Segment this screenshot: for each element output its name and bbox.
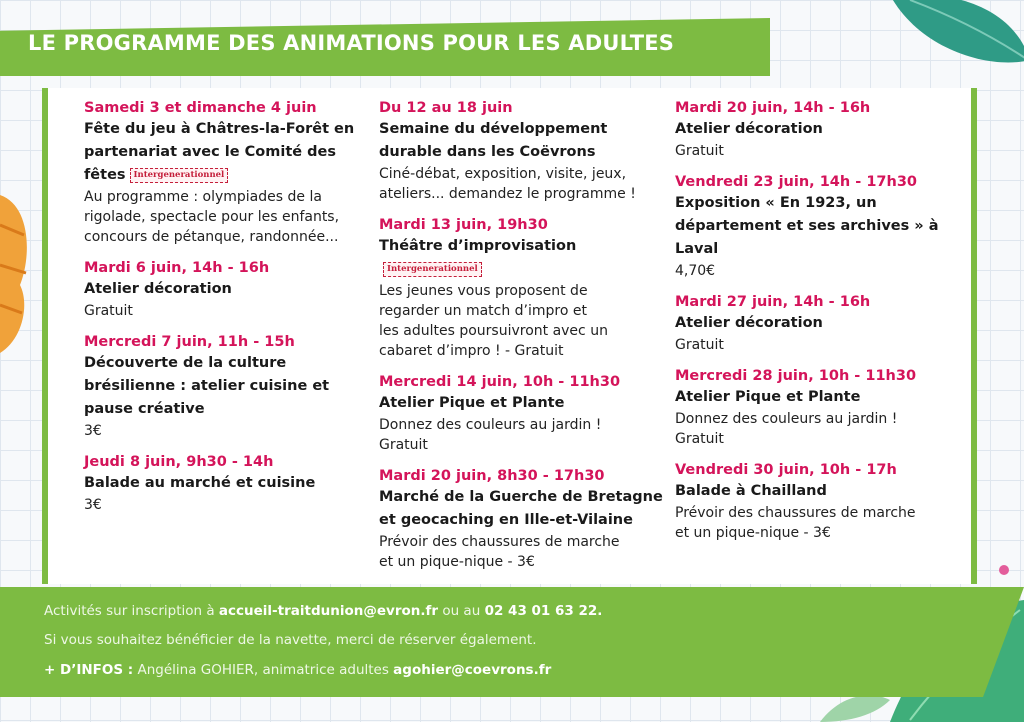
croissant-icon (0, 195, 32, 355)
event-description-line: rigolade, spectacle pour les enfants, (84, 209, 340, 225)
event-item (675, 292, 960, 355)
program-column-2 (379, 98, 664, 583)
event-item (379, 372, 664, 455)
event-title-line: Atelier décoration (84, 281, 232, 297)
event-title-line: durable dans les Coëvrons (379, 144, 596, 160)
event-title-line: et geocaching en Ille-et-Vilaine (379, 512, 633, 528)
footer-line-contact: + D’INFOS : Angélina GOHIER, animatrice adultes agohier@coevrons.fr (44, 662, 552, 678)
event-description-line: concours de pétanque, randonnée... (84, 229, 339, 245)
event-date: Vendredi 23 juin, 14h - 17h30 (675, 174, 918, 190)
event-item (675, 460, 960, 543)
event-title-line: Atelier Pique et Plante (675, 389, 861, 405)
event-title-line: département et ses archives » à (675, 218, 939, 234)
event-item (84, 258, 364, 321)
event-description-line: Les jeunes vous proposent de (379, 283, 588, 299)
event-description-line: cabaret d’impro ! - Gratuit (379, 343, 564, 359)
registration-email-link[interactable]: accueil-traitdunion@evron.fr (218, 603, 439, 619)
event-item (379, 98, 664, 204)
event-description-line: les adultes poursuivront avec un (379, 323, 608, 339)
event-title-line: brésilienne : atelier cuisine et (84, 378, 330, 394)
event-description-line: Gratuit (675, 431, 724, 447)
event-item (379, 215, 664, 361)
event-date: Vendredi 30 juin, 10h - 17h (675, 462, 897, 478)
event-description-line: 3€ (84, 423, 102, 439)
event-description-line: Donnez des couleurs au jardin ! (675, 411, 898, 427)
event-item (675, 98, 960, 161)
event-item (84, 98, 364, 247)
program-card (42, 88, 977, 584)
event-title-line: fêtes Intergenerationnel (84, 164, 364, 187)
intergenerational-stamp: Intergenerationnel (383, 262, 482, 277)
event-title-line: pause créative (84, 401, 205, 417)
event-description-line: Donnez des couleurs au jardin ! (379, 417, 602, 433)
event-date: Mercredi 14 juin, 10h - 11h30 (379, 374, 621, 390)
event-title-line: Atelier décoration (675, 315, 823, 331)
footer-line-shuttle: Si vous souhaitez bénéficier de la navette, merci de réserver également. (44, 632, 537, 648)
event-title-line: Théâtre d’improvisationIntergenerationnel (379, 235, 664, 281)
event-title-line: Atelier décoration (675, 121, 823, 137)
event-date: Mercredi 7 juin, 11h - 15h (84, 334, 295, 350)
event-item (675, 172, 960, 281)
event-description-line: Au programme : olympiades de la (84, 189, 322, 205)
event-date: Mardi 27 juin, 14h - 16h (675, 294, 871, 310)
leaf-top-right-icon (880, 0, 1024, 100)
event-item (84, 452, 364, 515)
event-title-line: Exposition « En 1923, un (675, 195, 877, 211)
event-title-line: Semaine du développement (379, 121, 608, 137)
event-title-line: Marché de la Guerche de Bretagne (379, 489, 663, 505)
event-date: Mercredi 28 juin, 10h - 11h30 (675, 368, 917, 384)
event-date: Jeudi 8 juin, 9h30 - 14h (84, 454, 274, 470)
registration-phone: 02 43 01 63 22. (484, 603, 603, 619)
event-item (675, 366, 960, 449)
event-title-line: Fête du jeu à Châtres-la-Forêt en (84, 121, 355, 137)
event-description-line: Gratuit (84, 303, 133, 319)
event-date: Mardi 6 juin, 14h - 16h (84, 260, 270, 276)
event-description-line: 3€ (84, 497, 102, 513)
program-column-1 (84, 98, 364, 526)
event-title-line: Atelier Pique et Plante (379, 395, 565, 411)
event-date: Du 12 au 18 juin (379, 100, 513, 116)
event-title-line: Laval (675, 241, 719, 257)
event-description-line: Prévoir des chaussures de marche (379, 534, 620, 550)
event-description-line: 4,70€ (675, 263, 716, 279)
event-description-line: Ciné-débat, exposition, visite, jeux, (379, 166, 627, 182)
event-title-line: Découverte de la culture (84, 355, 287, 371)
event-item (84, 332, 364, 441)
contact-email-link[interactable]: agohier@coevrons.fr (393, 662, 552, 678)
page-title: LE PROGRAMME DES ANIMATIONS POUR LES ADULTES (28, 31, 675, 55)
event-title-line: Balade au marché et cuisine (84, 475, 316, 491)
intergenerational-stamp: Intergenerationnel (130, 168, 229, 183)
program-column-3 (675, 98, 960, 554)
event-date: Mardi 13 juin, 19h30 (379, 217, 548, 233)
event-date: Mardi 20 juin, 14h - 16h (675, 100, 871, 116)
event-description-line: regarder un match d’impro et (379, 303, 587, 319)
event-title-line: Balade à Chailland (675, 483, 827, 499)
event-description-line: et un pique-nique - 3€ (675, 525, 831, 541)
more-info-label: + D’INFOS : (44, 662, 134, 678)
event-date: Samedi 3 et dimanche 4 juin (84, 100, 317, 116)
event-item (379, 466, 664, 572)
event-description-line: Prévoir des chaussures de marche (675, 505, 916, 521)
event-description-line: Gratuit (675, 143, 724, 159)
event-description-line: Gratuit (379, 437, 428, 453)
event-description-line: Gratuit (675, 337, 724, 353)
footer-line-registration: Activités sur inscription à accueil-traitdunion@evron.fr ou au 02 43 01 63 22. (44, 603, 603, 619)
event-date: Mardi 20 juin, 8h30 - 17h30 (379, 468, 605, 484)
event-description-line: et un pique-nique - 3€ (379, 554, 535, 570)
event-title-line: partenariat avec le Comité des (84, 144, 336, 160)
event-description-line: ateliers... demandez le programme ! (379, 186, 636, 202)
